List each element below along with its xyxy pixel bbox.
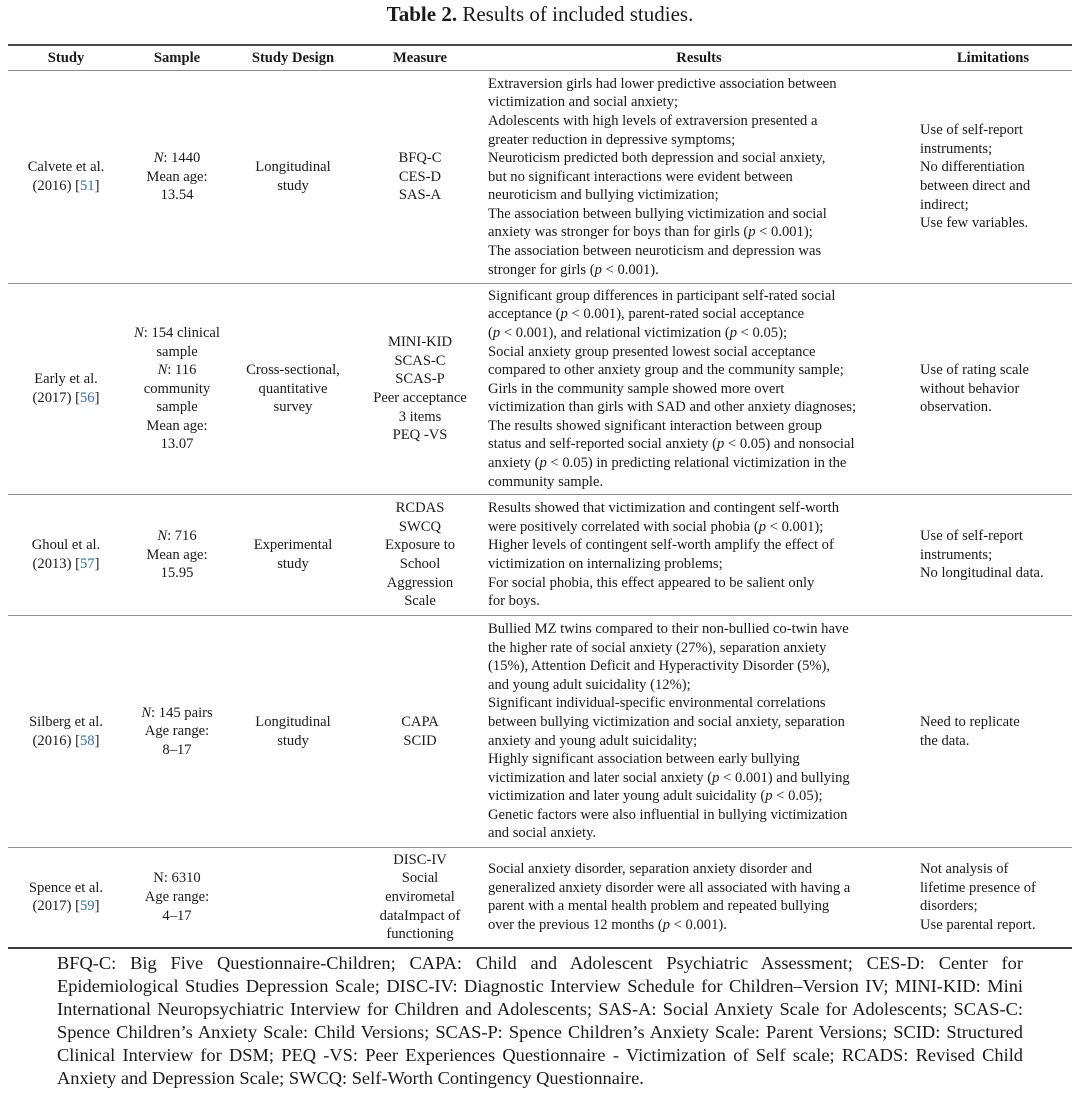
study-year — [10, 177, 122, 196]
measure-line: PEQ -VS — [392, 427, 448, 444]
results-line: Higher levels of contingent self-worth amplify the effect of — [488, 537, 834, 554]
cell-results — [484, 71, 914, 284]
limitations-line: Use few variables. — [920, 215, 1029, 232]
header-study-design: Study Design — [230, 45, 356, 71]
results-line: (p < 0.001), and relational victimization (p < 0.05); — [488, 324, 787, 341]
results-line: status and self-reported social anxiety (p < 0.05) and nonsocial — [488, 436, 855, 453]
cell-results — [484, 616, 914, 848]
header-sample: Sample — [124, 45, 230, 71]
sample-line: N: 154 clinical — [134, 324, 220, 341]
results-line: but no significant interactions were evident between — [488, 168, 793, 185]
measure-line: functioning — [386, 926, 454, 943]
measure-line: SAS-A — [398, 187, 442, 204]
study-author: Silberg et al. — [29, 713, 103, 730]
results-line: Results showed that victimization and contingent self-worth — [488, 500, 839, 517]
cell-sample — [124, 284, 230, 495]
reference-link[interactable]: 56 — [79, 390, 95, 406]
design-line: quantitative — [258, 380, 328, 397]
results-line: and young adult suicidality (12%); — [488, 676, 691, 693]
cell-measure — [356, 71, 484, 284]
measure-line: School — [399, 556, 441, 572]
cell-study — [8, 284, 124, 495]
measure-line: SCAS-P — [395, 371, 445, 388]
results-line: anxiety was stronger for boys than for girls (p < 0.001); — [488, 224, 813, 241]
study-author: Spence et al. — [28, 879, 104, 896]
results-line: Social anxiety group presented lowest social acceptance — [488, 343, 816, 360]
measure-line: dataImpact of — [379, 907, 461, 924]
results-line: For social phobia, this effect appeared to be salient only — [488, 574, 815, 591]
bracket-close: ] — [94, 390, 100, 406]
cell-study — [8, 616, 124, 848]
sample-line: sample — [156, 399, 198, 416]
limitations-line: the data. — [920, 732, 970, 749]
study-year-text: (2016) [ — [32, 732, 80, 749]
design-line: survey — [273, 399, 313, 416]
table-row — [8, 284, 1072, 495]
design-line: study — [277, 732, 309, 749]
measure-line: BFQ-C — [398, 150, 442, 167]
reference-link[interactable]: 59 — [79, 898, 95, 915]
study-author: Early et al. — [34, 371, 98, 388]
measure-line: DISC-IV — [393, 851, 447, 868]
limitations-line: Need to replicate — [920, 713, 1020, 730]
cell-measure — [356, 616, 484, 848]
limitations-line: without behavior — [920, 380, 1020, 397]
study-year — [10, 897, 122, 916]
cell-measure — [356, 848, 484, 948]
cell-study-design — [230, 284, 356, 495]
design-line: Cross-sectional, — [246, 362, 340, 379]
results-line: Highly significant association between early bullying — [488, 751, 800, 768]
measure-line: SWCQ — [398, 518, 442, 535]
limitations-line: indirect; — [920, 196, 969, 213]
measure-line: MINI-KID — [387, 334, 453, 351]
table-caption-text: Results of included studies. — [462, 2, 694, 26]
header-measure: Measure — [356, 45, 484, 71]
results-line: victimization and social anxiety; — [488, 94, 679, 111]
limitations-line: between direct and — [920, 178, 1031, 194]
cell-study-design — [230, 848, 356, 948]
bracket-close: ] — [94, 178, 100, 194]
cell-sample — [124, 848, 230, 948]
header-results: Results — [484, 45, 914, 71]
results-line: Adolescents with high levels of extraversion presented a — [488, 112, 818, 129]
results-line: parent with a mental health problem and repeated bullying — [488, 898, 830, 915]
bracket-close: ] — [94, 898, 100, 915]
measure-line: 3 items — [398, 408, 442, 425]
sample-line: 8–17 — [162, 741, 192, 758]
design-line: study — [277, 556, 309, 572]
measure-line: Aggression — [386, 574, 454, 591]
reference-link[interactable]: 57 — [79, 556, 95, 572]
cell-study — [8, 71, 124, 284]
sample-line: Mean age: — [146, 546, 208, 563]
cell-limitations — [914, 848, 1072, 948]
limitations-line: lifetime presence of — [920, 879, 1036, 896]
bracket-close: ] — [94, 556, 100, 572]
cell-results — [484, 848, 914, 948]
results-line: Girls in the community sample showed more overt — [488, 380, 785, 397]
sample-line: 13.07 — [160, 436, 194, 453]
results-line: Bullied MZ twins compared to their non-bullied co-twin have — [488, 620, 849, 637]
header-limitations: Limitations — [914, 45, 1072, 71]
results-line: compared to other anxiety group and the community sample; — [488, 362, 844, 379]
study-year-text: (2016) [ — [32, 178, 80, 194]
sample-line: 15.95 — [160, 565, 194, 582]
study-author: Calvete et al. — [27, 159, 105, 176]
results-line: neuroticism and bullying victimization; — [488, 187, 719, 204]
limitations-line: instruments; — [920, 140, 993, 157]
abbreviations-footnote: BFQ-C: Big Five Questionnaire-Children; CAPA: Child and Adolescent Psychiatric Assessment; CES-D: Center for Epidemiological Studies Depression Scale; DISC-IV: Diagnostic Interview Schedule for Children–Version IV; MINI-KID: Mini International Neuropsychiatric Interview for Children and Adolescents; SAS-A: Social Anxiety Scale for Adolescents; SCAS-C: Spence Children’s Anxiety Scale: Child Versions; SCAS-P: Spence Children’s Anxiety Scale: Parent Versions; SCID: Structured Clinical Interview for DSM; PEQ -VS: Peer Experiences Questionnaire - Victimization of Self scale; RCADS: Revised Child Anxiety and Depression Scale; SWCQ: Self-Worth Contingency Questionnaire. — [57, 953, 1023, 1088]
sample-line: N: 716 — [157, 528, 197, 545]
results-line: Neuroticism predicted both depression and social anxiety, — [488, 150, 826, 167]
measure-line: CAPA — [401, 713, 439, 730]
bracket-close: ] — [94, 732, 100, 749]
limitations-line: Use parental report. — [920, 916, 1036, 933]
results-line: over the previous 12 months (p < 0.001). — [488, 916, 727, 933]
results-line: between bullying victimization and social anxiety, separation — [488, 713, 845, 730]
limitations-line: observation. — [920, 399, 992, 416]
results-line: community sample. — [488, 473, 604, 490]
sample-line: sample — [156, 343, 198, 360]
table-body — [8, 71, 1072, 948]
results-line: Genetic factors were also influential in bullying victimization — [488, 806, 848, 823]
results-line: victimization on internalizing problems; — [488, 556, 723, 572]
cell-limitations — [914, 284, 1072, 495]
sample-line: Age range: — [144, 888, 210, 905]
results-line: acceptance (p < 0.001), parent-rated social acceptance — [488, 306, 805, 323]
results-line: anxiety and young adult suicidality; — [488, 732, 698, 749]
results-line: for boys. — [488, 593, 540, 610]
cell-study — [8, 848, 124, 948]
results-line: (15%), Attention Deficit and Hyperactivity Disorder (5%), — [488, 658, 831, 675]
study-year-text: (2013) [ — [32, 556, 80, 572]
measure-line: RCDAS — [395, 500, 445, 517]
measure-line: Peer acceptance — [373, 390, 467, 406]
results-line: generalized anxiety disorder were all associated with having a — [488, 879, 851, 896]
limitations-line: Use of self-report — [920, 122, 1023, 139]
results-line: Social anxiety disorder, separation anxiety disorder and — [488, 861, 813, 878]
sample-line: 4–17 — [162, 907, 192, 924]
cell-study-design — [230, 71, 356, 284]
cell-study-design — [230, 616, 356, 848]
sample-line: N: 116 — [157, 362, 197, 379]
limitations-line: Use of rating scale — [920, 362, 1030, 379]
limitations-line: disorders; — [920, 898, 978, 915]
results-line: greater reduction in depressive symptoms; — [488, 131, 736, 148]
cell-sample — [124, 71, 230, 284]
limitations-line: No differentiation — [920, 159, 1025, 176]
results-line: victimization than girls with SAD and other anxiety diagnoses; — [488, 399, 857, 416]
cell-measure — [356, 495, 484, 616]
design-line: Longitudinal — [255, 159, 331, 176]
study-year — [10, 555, 122, 574]
limitations-line: Not analysis of — [920, 861, 1009, 878]
study-year — [10, 732, 122, 751]
table-row — [8, 616, 1072, 848]
cell-limitations — [914, 71, 1072, 284]
reference-link[interactable]: 51 — [79, 178, 95, 194]
table-row — [8, 495, 1072, 616]
sample-line: N: 6310 — [153, 870, 201, 887]
measure-line: Scale — [404, 593, 436, 610]
results-line: The association between bullying victimization and social — [488, 205, 827, 222]
results-table — [8, 44, 1072, 949]
cell-study-design — [230, 495, 356, 616]
design-line: study — [277, 178, 309, 194]
results-line: the higher rate of social anxiety (27%), separation anxiety — [488, 639, 827, 656]
reference-link[interactable]: 58 — [79, 732, 95, 749]
study-year — [10, 389, 122, 408]
results-line: The association between neuroticism and depression was — [488, 243, 822, 260]
sample-line: N: 1440 — [153, 150, 201, 167]
table-label: Table 2. — [386, 2, 458, 26]
sample-line: 13.54 — [160, 187, 194, 204]
table-caption — [0, 1, 1080, 27]
measure-line: CES-D — [398, 168, 442, 185]
limitations-line: instruments; — [920, 546, 993, 563]
study-author: Ghoul et al. — [31, 537, 101, 554]
sample-line: Age range: — [144, 723, 210, 740]
results-line: anxiety (p < 0.05) in predicting relational victimization in the — [488, 455, 847, 472]
table-header-row — [8, 45, 1072, 71]
cell-limitations — [914, 495, 1072, 616]
sample-line: Mean age: — [146, 168, 208, 185]
results-line: were positively correlated with social phobia (p < 0.001); — [488, 518, 824, 535]
study-year-text: (2017) [ — [32, 898, 80, 915]
header-study: Study — [8, 45, 124, 71]
limitations-line: Use of self-report — [920, 528, 1023, 545]
limitations-line: No longitudinal data. — [920, 565, 1044, 582]
measure-line: envirometal — [385, 888, 455, 905]
results-line: stronger for girls (p < 0.001). — [488, 261, 659, 278]
table-row — [8, 848, 1072, 948]
cell-measure — [356, 284, 484, 495]
design-line: Longitudinal — [255, 713, 331, 730]
results-line: The results showed significant interaction between group — [488, 417, 822, 434]
results-line: Significant individual-specific environmental correlations — [488, 695, 826, 712]
table-row — [8, 71, 1072, 284]
measure-line: Social — [401, 870, 439, 887]
cell-results — [484, 495, 914, 616]
results-line: Extraversion girls had lower predictive association between — [488, 75, 837, 92]
design-line: Experimental — [253, 537, 333, 554]
sample-line: N: 145 pairs — [141, 704, 213, 721]
measure-line: SCID — [403, 732, 437, 749]
measure-line: Exposure to — [384, 537, 456, 554]
cell-sample — [124, 495, 230, 616]
sample-line: Mean age: — [146, 417, 208, 434]
results-line: victimization and later social anxiety (p < 0.001) and bullying — [488, 769, 850, 786]
cell-limitations — [914, 616, 1072, 848]
sample-line: community — [143, 380, 211, 397]
results-line: and social anxiety. — [488, 825, 597, 842]
cell-study — [8, 495, 124, 616]
cell-results — [484, 284, 914, 495]
cell-sample — [124, 616, 230, 848]
results-line: Significant group differences in participant self-rated social — [488, 287, 836, 304]
study-year-text: (2017) [ — [32, 390, 80, 406]
measure-line: SCAS-C — [394, 352, 446, 369]
results-line: victimization and later young adult suicidality (p < 0.05); — [488, 788, 823, 805]
